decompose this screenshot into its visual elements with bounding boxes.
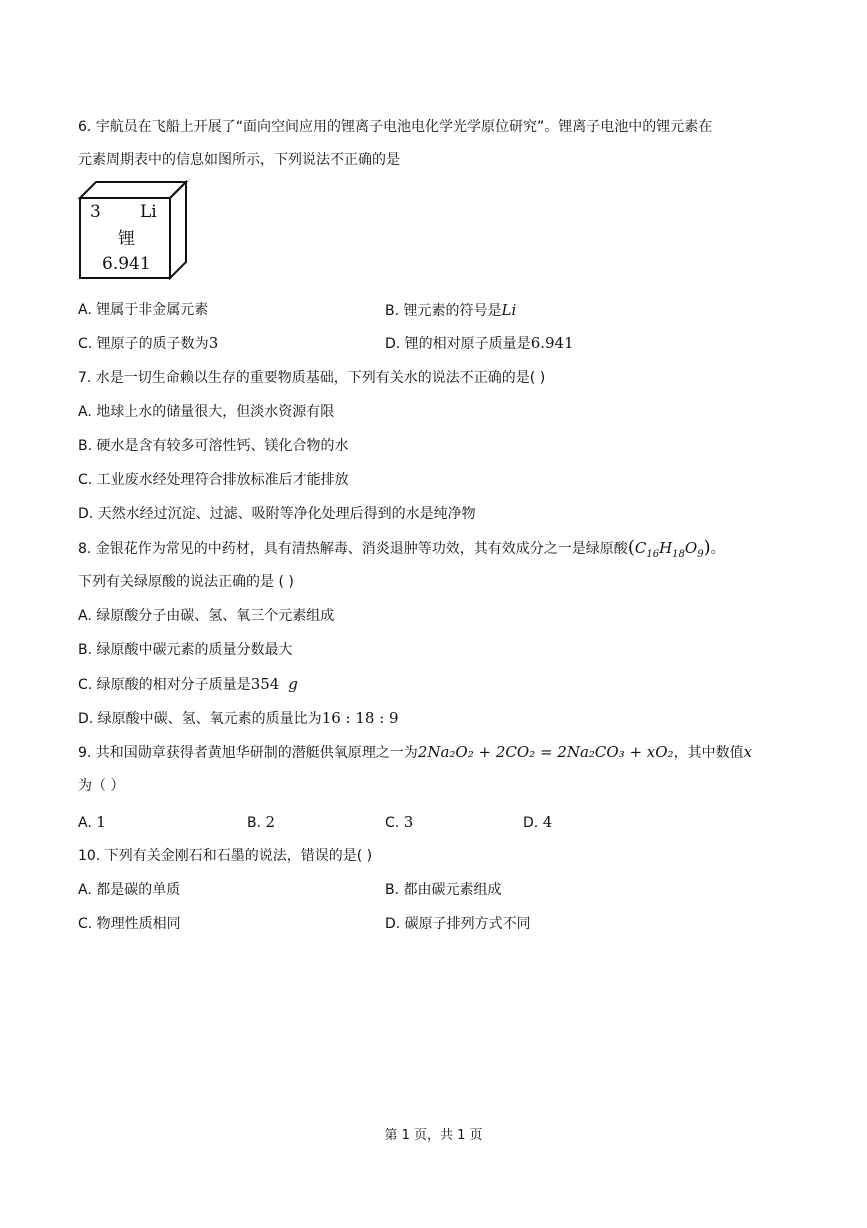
q9-option-a: A. 1 bbox=[78, 813, 106, 831]
q9-variable: x bbox=[743, 743, 753, 761]
q8-option-a: A. 绿原酸分子由碳、氢、氧三个元素组成 bbox=[78, 608, 335, 624]
element-atomic-number: 3 bbox=[90, 202, 101, 222]
q8-stem-line2: 下列有关绿原酸的说法正确的是 ( ) bbox=[78, 574, 294, 590]
q10-option-a: A. 都是碳的单质 bbox=[78, 882, 181, 898]
q9-equation: 2Na₂O₂ + 2CO₂ = 2Na₂CO₃ + xO₂ bbox=[417, 743, 674, 761]
q8-option-b: B. 绿原酸中碳元素的质量分数最大 bbox=[78, 642, 293, 658]
q6-option-c: C. 锂原子的质子数为3 bbox=[78, 334, 219, 352]
q10-option-d: D. 碳原子排列方式不同 bbox=[385, 916, 531, 932]
periodic-element-card bbox=[78, 180, 190, 280]
q7-stem: 7. 水是一切生命赖以生存的重要物质基础，下列有关水的说法不正确的是( ) bbox=[78, 370, 546, 386]
element-atomic-mass: 6.941 bbox=[102, 254, 151, 274]
page-footer: 第 1 页，共 1 页 bbox=[384, 1128, 483, 1143]
q10-stem: 10. 下列有关金刚石和石墨的说法，错误的是( ) bbox=[78, 848, 373, 864]
q6-stem-line2: 元素周期表中的信息如图所示，下列说法不正确的是 bbox=[78, 152, 400, 168]
q6-option-a: A. 锂属于非金属元素 bbox=[78, 302, 209, 318]
q7-option-a: A. 地球上水的储量很大，但淡水资源有限 bbox=[78, 404, 335, 420]
q9-option-c: C. 3 bbox=[385, 813, 414, 831]
q7-option-d: D. 天然水经过沉淀、过滤、吸附等净化处理后得到的水是纯净物 bbox=[78, 506, 476, 522]
q6-option-b-symbol: Li bbox=[501, 301, 517, 319]
q10-option-c: C. 物理性质相同 bbox=[78, 916, 181, 932]
q7-option-b: B. 硬水是含有较多可溶性钙、镁化合物的水 bbox=[78, 438, 349, 454]
q6-option-d-number: 6.941 bbox=[530, 334, 574, 352]
q8-formula: $C_{16}H_{18}O_9$ bbox=[634, 539, 704, 560]
q8-option-c: C. 绿原酸的相对分子质量是354 g bbox=[78, 675, 298, 693]
q6-stem-line1: 6. 宇航员在飞船上开展了“面向空间应用的锂离子电池电化学光学原位研究”。锂离子电池中的锂元素在 bbox=[78, 119, 713, 135]
q8-stem-line1: 8. 金银花作为常见的中药材，具有清热解毒、消炎退肿等功效，其有效成分之一是绿原酸$(C_{16}H_{18}O_9)$。 bbox=[78, 537, 725, 560]
q6-option-b: B. 锂元素的符号是Li bbox=[385, 301, 517, 319]
element-name: 锂 bbox=[118, 229, 135, 249]
q9-stem-line1: 9. 共和国勋章获得者黄旭华研制的潜艇供氧原理之一为2Na₂O₂ + 2CO₂ = 2Na₂CO₃ + xO₂，其中数值x bbox=[78, 743, 753, 761]
element-symbol: Li bbox=[140, 202, 157, 222]
q9-option-b: B. 2 bbox=[247, 813, 276, 831]
q6-option-d: D. 锂的相对原子质量是6.941 bbox=[385, 334, 574, 352]
q6-option-c-number: 3 bbox=[208, 334, 219, 352]
q8-option-d: D. 绿原酸中碳、氢、氧元素的质量比为16 : 18 : 9 bbox=[78, 709, 399, 727]
q9-stem-line2: 为（ ） bbox=[78, 778, 125, 794]
q7-option-c: C. 工业废水经处理符合排放标准后才能排放 bbox=[78, 472, 349, 488]
q10-option-b: B. 都由碳元素组成 bbox=[385, 882, 502, 898]
q9-option-d: D. 4 bbox=[523, 813, 553, 831]
